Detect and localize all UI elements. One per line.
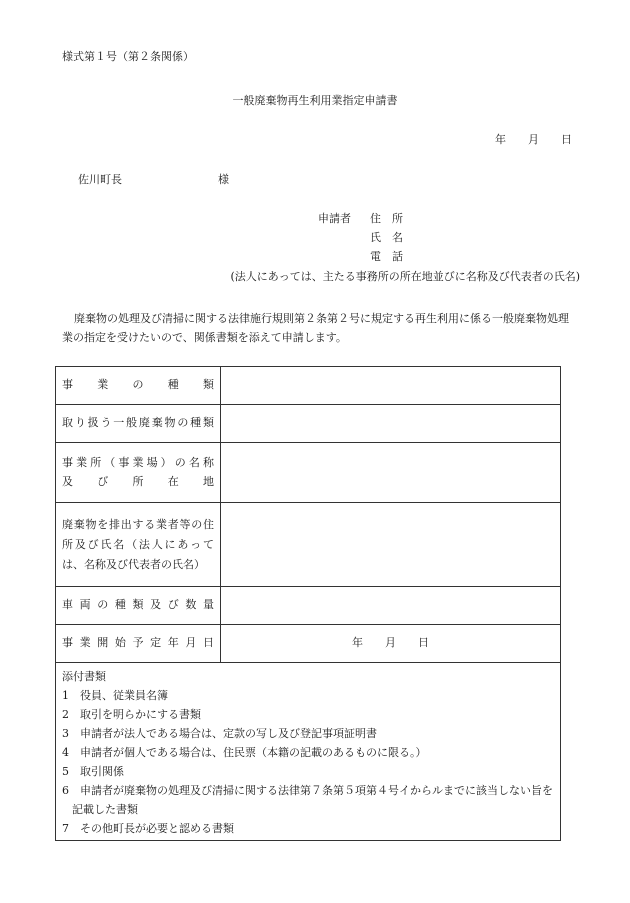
attachments-list (62, 686, 554, 838)
body-text: 廃棄物の処理及び清掃に関する法律施行規則第２条第２号に規定する再生利用に係る一般廃棄物処理業の指定を受けたいので、関係書類を添えて申請します。 (62, 312, 569, 344)
applicant-block (318, 212, 403, 269)
table-row (56, 625, 561, 663)
date-day: 日 (561, 133, 572, 146)
table-row (56, 587, 561, 625)
attachment-text: 申請者が法人である場合は、定款の写し及び登記事項証明書 (80, 727, 377, 740)
value-business-type (221, 367, 561, 405)
value-office (221, 443, 561, 503)
label-business-type (56, 367, 221, 405)
attachment-text: 取引を明らかにする書類 (80, 708, 201, 721)
attachment-item (62, 705, 554, 724)
date-line (495, 133, 572, 147)
attachment-text: 役員、従業員名簿 (80, 689, 168, 702)
attachment-number: 1 (62, 689, 69, 702)
applicant-name-label: 氏 名 (370, 231, 403, 244)
applicant-note: (法人にあっては、主たる事務所の所在地並びに名称及び代表者の氏名) (230, 270, 580, 283)
document-title: 一般廃棄物再生利用業指定申請書 (232, 94, 398, 107)
value-vehicles (221, 587, 561, 625)
label-text: 事 業 の 種 類 (62, 378, 214, 392)
application-table (55, 366, 561, 841)
value-waste-type (221, 405, 561, 443)
label-text: 事 業 開 始 予 定 年 月 日 (62, 636, 214, 650)
label-waste-type (56, 405, 221, 443)
attachment-item (62, 819, 554, 838)
table-row (56, 443, 561, 503)
label-text: 事 業 所 （ 事 業 場 ） の 名 称 (62, 456, 214, 470)
attachment-number: 6 (62, 784, 69, 797)
label-text: 及 び 所 在 地 (62, 474, 214, 488)
label-discharger (56, 503, 221, 587)
date-month: 月 (528, 133, 539, 146)
attachment-item (62, 762, 554, 781)
attachment-text: その他町長が必要と認める書類 (80, 822, 234, 835)
attachment-text: 申請者が廃棄物の処理及び清掃に関する法律第７条第５項第４号イからルまでに該当しない旨を (80, 784, 553, 797)
label-vehicles (56, 587, 221, 625)
attachments-heading: 添付書類 (62, 670, 106, 683)
attachment-number: 3 (62, 727, 69, 740)
addressee-name: 佐川町長 (78, 173, 122, 186)
label-office (56, 443, 221, 503)
attachment-number: 7 (62, 822, 69, 835)
label-text: 車 両 の 種 類 及 び 数 量 (62, 598, 214, 612)
attachment-text: 取引関係 (80, 765, 124, 778)
label-start-date (56, 625, 221, 663)
table-row (56, 663, 561, 841)
applicant-address-label: 住 所 (370, 212, 403, 225)
label-text: 所 及 び 氏 名 （ 法 人 に あ っ て (62, 537, 214, 551)
table-row (56, 503, 561, 587)
attachment-item (62, 743, 554, 762)
label-text: は、名称及び代表者の氏名） (62, 557, 205, 571)
attachment-item (62, 686, 554, 705)
applicant-label: 申請者 (318, 212, 351, 225)
label-text: 取 り 扱 う 一 般 廃 棄 物 の 種 類 (62, 416, 214, 430)
attachment-text: 申請者が個人である場合は、住民票（本籍の記載のあるものに限る。） (80, 746, 427, 759)
applicant-phone-label: 電 話 (370, 250, 403, 263)
form-id: 様式第１号（第２条関係） (62, 50, 194, 63)
label-text: 廃 棄 物 を 排 出 す る 業 者 等 の 住 (62, 517, 214, 531)
addressee-honorific: 様 (218, 173, 229, 186)
addressee (78, 173, 229, 187)
attachment-number: 4 (62, 746, 69, 759)
value-start-date: 年 月 日 (221, 625, 561, 663)
table-row (56, 367, 561, 405)
attachment-number: 5 (62, 765, 69, 778)
attachment-item (62, 781, 554, 800)
date-year: 年 (495, 133, 506, 146)
attachment-continuation: 記載した書類 (72, 803, 138, 816)
table-row (56, 405, 561, 443)
value-discharger (221, 503, 561, 587)
attachments-cell (56, 663, 561, 841)
attachment-number: 2 (62, 708, 69, 721)
attachment-item (62, 724, 554, 743)
